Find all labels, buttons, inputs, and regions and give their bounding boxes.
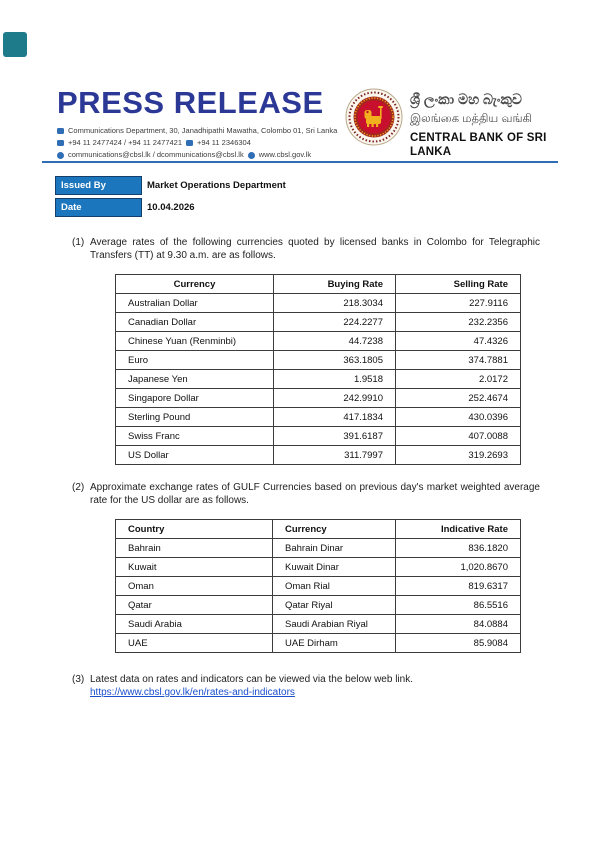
tt-rates-table [115,274,521,465]
header [57,85,347,161]
table-cell: 1,020.8670 [396,558,521,577]
table-cell: Kuwait [116,558,273,577]
table-cell: 86.5516 [396,596,521,615]
table-cell: 1.9518 [274,370,396,389]
table-row [116,596,521,615]
table-cell: Australian Dollar [116,294,274,313]
table-cell: Saudi Arabia [116,615,273,634]
table-cell: 252.4674 [396,389,521,408]
table-row [116,370,521,389]
paragraph-1 [72,236,540,262]
table-cell: 363.1805 [274,351,396,370]
globe-icon [248,152,255,159]
table-cell: 391.6187 [274,427,396,446]
phone-numbers: +94 11 2477424 / +94 11 2477421 [68,138,182,147]
table-row [116,539,521,558]
table-cell: 2.0172 [396,370,521,389]
gulf-rates-table [115,519,521,653]
bank-names [410,90,570,159]
column-header: Indicative Rate [396,520,521,539]
column-header: Buying Rate [274,275,396,294]
meta-block [55,176,286,220]
table-cell: 232.2356 [396,313,521,332]
table-cell: Chinese Yuan (Renminbi) [116,332,274,351]
rates-indicators-link[interactable]: https://www.cbsl.gov.lk/en/rates-and-indicators [90,687,295,698]
header-divider [42,161,558,163]
table-cell: 374.7881 [396,351,521,370]
phone-line [57,137,347,149]
bank-name-english: CENTRAL BANK OF SRI LANKA [410,132,547,158]
envelope-icon [57,128,64,134]
table-cell: Saudi Arabian Riyal [273,615,396,634]
corner-badge [3,32,27,57]
paragraph-2-text: Approximate exchange rates of GULF Currencies based on previous day's market weighted average rate for the US dollar are as follows. [90,482,540,506]
table-row [116,294,521,313]
table-cell: 311.7997 [274,446,396,465]
table-cell: Bahrain [116,539,273,558]
phone-icon [57,140,64,146]
email-line [57,149,347,161]
table-header-row [116,520,521,539]
table-cell: 227.9116 [396,294,521,313]
column-header: Currency [116,275,274,294]
fax-icon [186,140,193,146]
rates-link-line [90,686,540,699]
table-cell: UAE Dirham [273,634,396,653]
address-text: Communications Department, 30, Janadhipathi Mawatha, Colombo 01, Sri Lanka [68,126,338,135]
table-cell: US Dollar [116,446,274,465]
date-label: Date [55,198,142,217]
paragraph-3-number: (3) [72,674,85,685]
column-header: Currency [273,520,396,539]
contact-lines [57,125,347,161]
issued-by-row [55,176,286,195]
table-cell: 85.9084 [396,634,521,653]
table-cell: UAE [116,634,273,653]
tt-rates-table-wrap [115,274,540,465]
table-row [116,577,521,596]
table-cell: 319.2693 [396,446,521,465]
seal-icon [345,88,403,146]
table-cell: Singapore Dollar [116,389,274,408]
issued-by-value: Market Operations Department [147,180,286,191]
paragraph-1-number: (1) [72,237,85,248]
column-header: Country [116,520,273,539]
bank-name-sinhala: ශ්‍රී ලංකා මහ බැංකුව [410,91,522,107]
table-cell: Japanese Yen [116,370,274,389]
table-cell: Oman Rial [273,577,396,596]
bank-name-tamil: இலங்கை மத்திய வங்கி [410,113,532,125]
table-row [116,351,521,370]
table-cell: 819.6317 [396,577,521,596]
table-cell: Bahrain Dinar [273,539,396,558]
table-cell: Swiss Franc [116,427,274,446]
paragraph-3-text: Latest data on rates and indicators can be viewed via the below web link. [90,674,413,685]
table-row [116,427,521,446]
fax-number: +94 11 2346304 [197,138,251,147]
email-addresses: communications@cbsl.lk / dcommunications@cbsl.lk [68,150,244,159]
table-cell: 407.0088 [396,427,521,446]
page-title: PRESS RELEASE [57,85,324,120]
table-row [116,615,521,634]
table-cell: Sterling Pound [116,408,274,427]
column-header: Selling Rate [396,275,521,294]
paragraph-2-number: (2) [72,482,85,493]
table-row [116,313,521,332]
document-body [72,236,540,699]
date-row [55,198,286,217]
table-cell: Kuwait Dinar [273,558,396,577]
table-cell: 430.0396 [396,408,521,427]
table-cell: 44.7238 [274,332,396,351]
website-text: www.cbsl.gov.lk [258,150,312,159]
mail-icon [57,152,64,159]
table-cell: Qatar [116,596,273,615]
paragraph-2 [72,481,540,507]
table-cell: 242.9910 [274,389,396,408]
table-row [116,446,521,465]
table-row [116,558,521,577]
central-bank-seal-logo [345,88,403,146]
gulf-rates-table-wrap [115,519,540,653]
table-row [116,332,521,351]
table-row [116,634,521,653]
table-row [116,389,521,408]
table-cell: 224.2277 [274,313,396,332]
table-cell: 84.0884 [396,615,521,634]
table-cell: Canadian Dollar [116,313,274,332]
paragraph-3 [72,673,540,686]
table-cell: 47.4326 [396,332,521,351]
table-cell: Euro [116,351,274,370]
table-cell: 836.1820 [396,539,521,558]
table-cell: Qatar Riyal [273,596,396,615]
table-cell: 417.1834 [274,408,396,427]
date-value: 10.04.2026 [147,202,195,213]
issued-by-label: Issued By [55,176,142,195]
table-header-row [116,275,521,294]
paragraph-1-text: Average rates of the following currencies quoted by licensed banks in Colombo for Telegraphic Transfers (TT) at 9.30 a.m. are as follows. [90,237,540,261]
table-cell: 218.3034 [274,294,396,313]
address-line [57,125,347,137]
table-row [116,408,521,427]
table-cell: Oman [116,577,273,596]
